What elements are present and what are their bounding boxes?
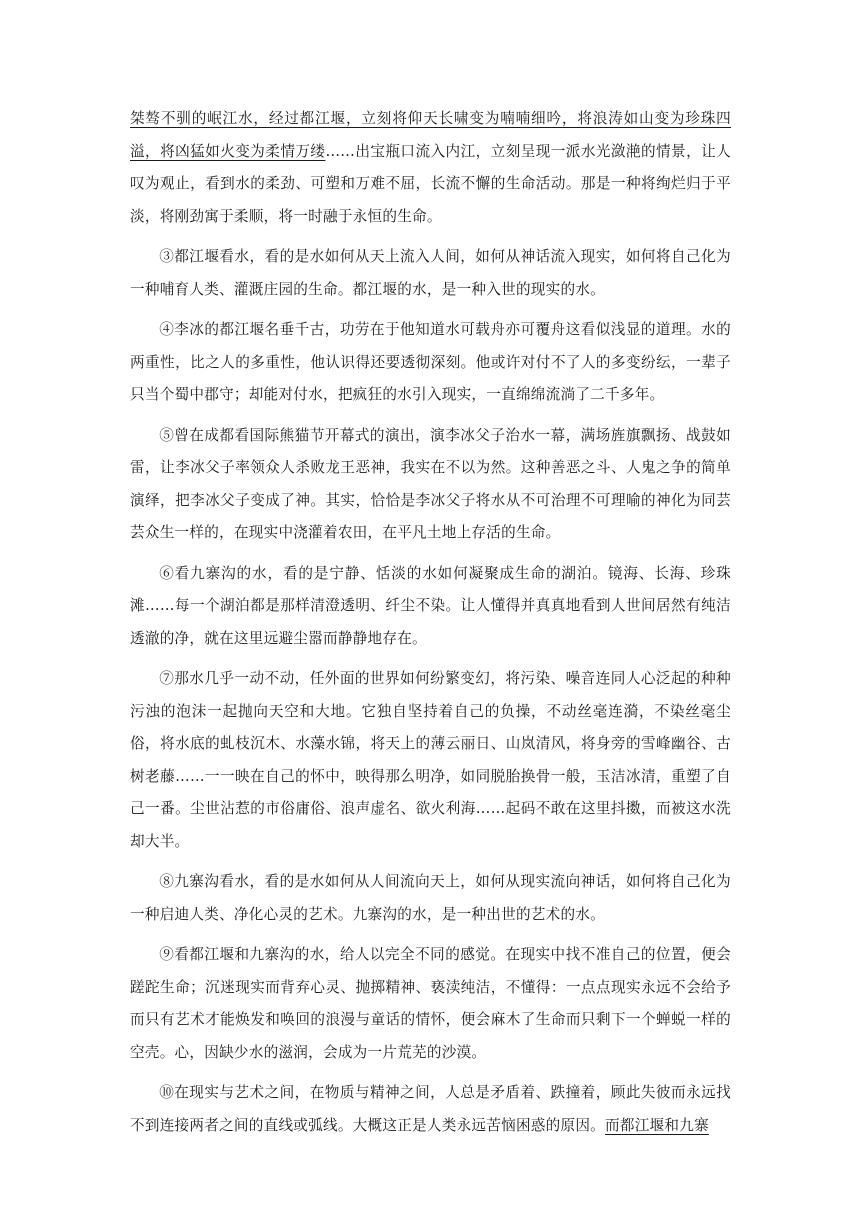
underlined-text: 桀骜不驯的岷江水，经过都江堰，立刻将仰天长啸变为喃喃细吟，将浪涛如山变为珍珠四溢，将凶猛如火变为柔情万缕 [130, 110, 731, 160]
document-page [130, 103, 731, 1150]
paragraph-text: ⑦那水几乎一动不动，任外面的世界如何纷繁变幻，将污染、噪音连同人心泛起的种种污浊的泡沫一起抛向天空和大地。它独自坚持着自己的负操，不动丝毫连漪，不染丝毫尘俗，将水底的虬枝沉木、水藻水锦，将天上的薄云丽日、山岚清风，将身旁的雪峰幽谷、古树老藤……一一映在自己的怀中，映得那么明净，如同脱胎换骨一般，玉洁冰清，重塑了自己一番。尘世沾惹的市俗庸俗、浪声虚名、欲火利海……起码不敢在这里抖擞，而被这水洗却大半。 [130, 670, 731, 850]
paragraph-text: ⑧九寨沟看水，看的是水如何从人间流向天上，如何从现实流向神话，如何将自己化为一种启迪人类、净化心灵的艺术。九寨沟的水，是一种出世的艺术的水。 [130, 873, 731, 923]
paragraph-text: ④李冰的都江堰名垂千古，功劳在于他知道水可载舟亦可覆舟这看似浅显的道理。水的两重性，比之人的多重性，他认识得还要透彻深刻。他或许对付不了人的多变纷纭，一辈子只当个蜀中郡守；却能对付水，把疯狂的水引入现实，一直绵绵流淌了二千多年。 [130, 321, 731, 403]
paragraph-p5 [130, 420, 731, 550]
underlined-text: 而都江堰和九寨 [605, 1116, 709, 1134]
paragraph-p4 [130, 314, 731, 412]
paragraph-p7 [130, 663, 731, 858]
paragraph-text: ⑨看都江堰和九寨沟的水，给人以完全不同的感觉。在现实中找不准自己的位置，便会蹉跎生命；沉迷现实而背弃心灵、抛掷精神、亵渎纯洁，不懂得：一点点现实永远不会给予而只有艺术才能焕发和唤回的浪漫与童话的情怀，便会麻木了生命而只剩下一个蝉蜕一样的空壳。心，因缺少水的滋润，会成为一片荒芜的沙漠。 [130, 946, 731, 1061]
paragraph-p10 [130, 1077, 731, 1142]
paragraph-p9 [130, 939, 731, 1069]
paragraph-text: ⑤曾在成都看国际熊猫节开幕式的演出，演李冰父子治水一幕，满场旌旗飘扬、战鼓如雷，让李冰父子率领众人杀败龙王恶神，我实在不以为然。这种善恶之斗、人鬼之争的简单演绎，把李冰父子变成了神。其实，恰恰是李冰父子将水从不可治理不可理喻的神化为同芸芸众生一样的，在现实中浇灌着农田，在平凡土地上存活的生命。 [130, 426, 731, 541]
paragraph-text: ⑥看九寨沟的水，看的是宁静、恬淡的水如何凝聚成生命的湖泊。镜海、长海、珍珠滩……每一个湖泊都是那样清澄透明、纤尘不染。让人懂得并真真地看到人世间居然有纯洁透澈的净，就在这里远避尘嚣而静静地存在。 [130, 564, 731, 647]
paragraph-p-continued [130, 103, 731, 233]
paragraph-text: ③都江堰看水，看的是水如何从天上流入人间，如何从神话流入现实，如何将自己化为一种哺育人类、灌溉庄园的生命。都江堰的水，是一种入世的现实的水。 [130, 248, 731, 298]
paragraph-text: ……出宝瓶口流入内江，立刻呈现一派水光潋滟的情景，让人叹为观止，看到水的柔劲、可塑和万难不屈，长流不懈的生命活动。那是一种将绚烂归于平淡，将刚劲寓于柔顺，将一时融于永恒的生命。 [130, 142, 731, 225]
paragraph-p6 [130, 558, 731, 656]
paragraph-p3 [130, 241, 731, 306]
paragraph-text: ⑩在现实与艺术之间，在物质与精神之间，人总是矛盾着、跌撞着，顾此失彼而永远找不到连接两者之间的直线或弧线。大概这正是人类永远苦恼困惑的原因。 [130, 1084, 731, 1134]
paragraph-p8 [130, 866, 731, 931]
